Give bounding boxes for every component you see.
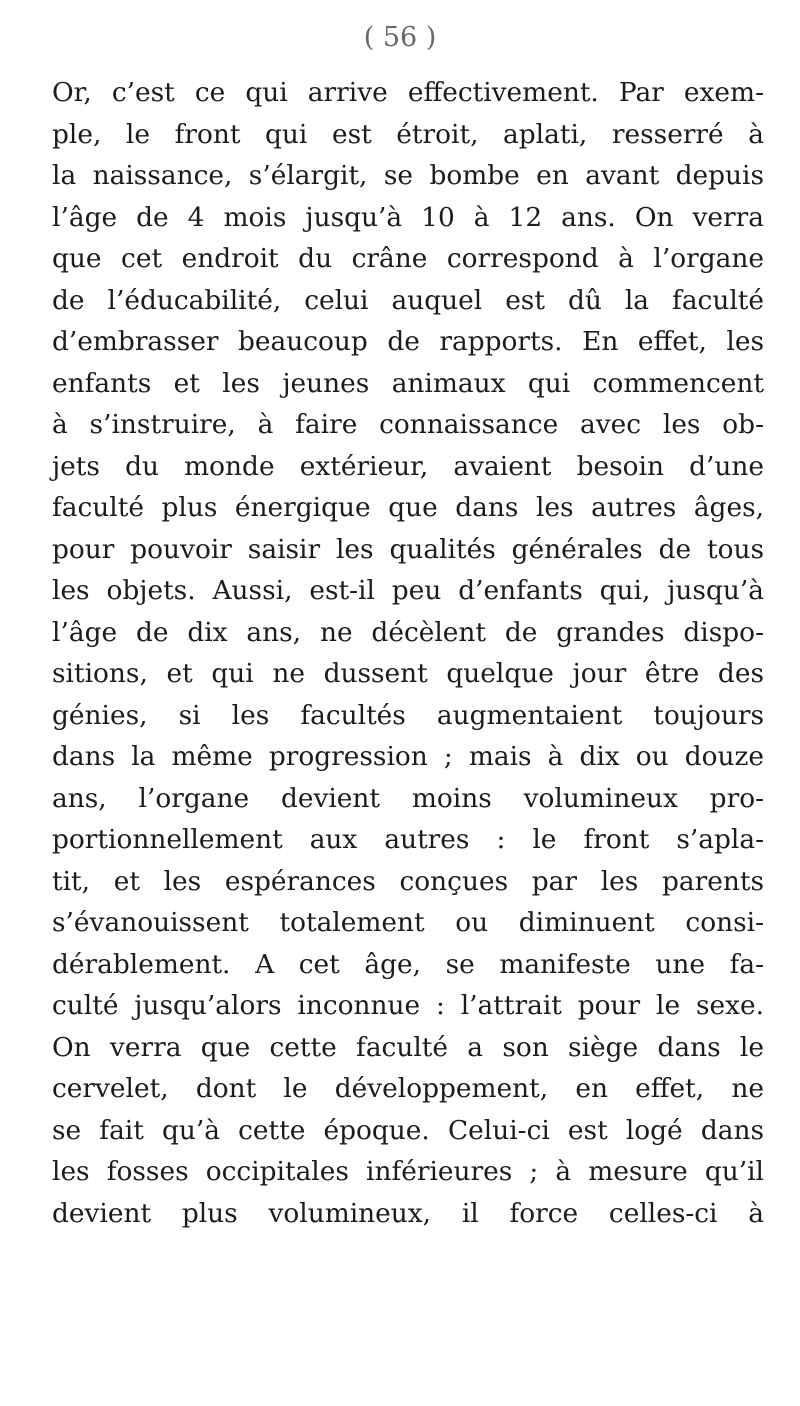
text-line: pour pouvoir saisir les qualités générales de tous xyxy=(52,533,764,565)
text-line: Or, c’est ce qui arrive effectivement. Par exem- xyxy=(52,77,764,108)
text-line: dérablement. A cet âge, se manifeste une fa- xyxy=(52,948,764,980)
text-line: dans la même progression ; mais à dix ou douze xyxy=(52,741,764,772)
body-text xyxy=(52,72,764,1234)
text-line: ans, l’organe devient moins volumineux pro- xyxy=(52,782,764,814)
text-line: ple, le front qui est étroit, aplati, resserré à xyxy=(52,118,764,150)
text-line: faculté plus énergique que dans les autres âges, xyxy=(52,492,764,523)
text-line: portionnellement aux autres : le front s’apla- xyxy=(52,824,764,855)
text-line: cervelet, dont le développement, en effet, ne xyxy=(52,1073,764,1104)
text-line: culté jusqu’alors inconnue : l’attrait pour le sexe. xyxy=(52,990,764,1021)
text-line: se fait qu’à cette époque. Celui-ci est logé dans xyxy=(52,1114,764,1146)
text-line: tit, et les espérances conçues par les parents xyxy=(52,865,764,897)
text-line: de l’éducabilité, celui auquel est dû la faculté xyxy=(52,284,764,316)
text-line: s’évanouissent totalement ou diminuent consi- xyxy=(52,907,764,938)
text-line: d’embrasser beaucoup de rapports. En effet, les xyxy=(52,326,764,357)
text-line: l’âge de dix ans, ne décèlent de grandes dispo- xyxy=(52,616,764,648)
text-line: enfants et les jeunes animaux qui commencent xyxy=(52,367,764,399)
text-line: que cet endroit du crâne correspond à l’organe xyxy=(52,243,764,274)
text-line: génies, si les facultés augmentaient toujours xyxy=(52,699,764,731)
text-line: les fosses occipitales inférieures ; à mesure qu’il xyxy=(52,1156,764,1187)
text-line: l’âge de 4 mois jusqu’à 10 à 12 ans. On verra xyxy=(52,201,764,233)
text-line: sitions, et qui ne dussent quelque jour être des xyxy=(52,658,764,689)
text-line: devient plus volumineux, il force celles-ci à xyxy=(52,1197,764,1229)
text-line: à s’instruire, à faire connaissance avec les ob- xyxy=(52,409,764,440)
text-line: jets du monde extérieur, avaient besoin d’une xyxy=(52,450,764,482)
text-line: la naissance, s’élargit, se bombe en avant depuis xyxy=(52,160,764,191)
page-number: ( 56 ) xyxy=(363,22,437,53)
text-line: les objets. Aussi, est-il peu d’enfants qui, jusqu’à xyxy=(52,575,764,606)
text-line: On verra que cette faculté a son siège dans le xyxy=(52,1031,764,1063)
